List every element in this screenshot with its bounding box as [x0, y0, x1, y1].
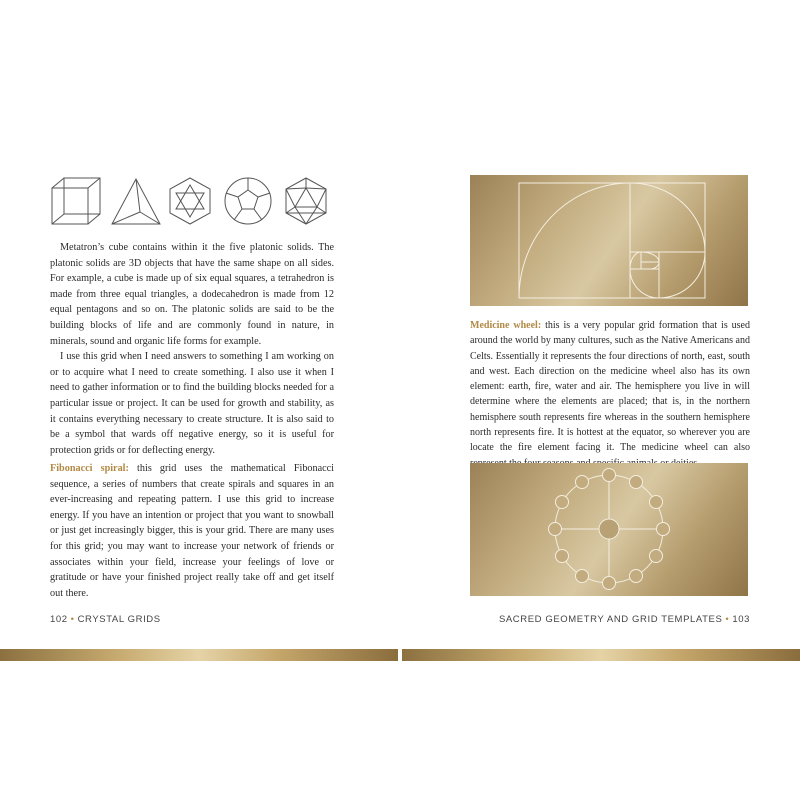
paragraph-fibonacci	[50, 461, 334, 601]
left-footer	[50, 614, 161, 625]
footer-separator: •	[725, 614, 730, 625]
metatron-text	[50, 240, 334, 458]
paragraph-grid-usage: I use this grid when I need answers to something I am working on or to acquire what I need to create something. I also use it when I need to gather information or to find the building blocks needed for a particular issue or project. It can be used for growth and stability, as it contains everything necessary to create structure. It is also said to be a symbol that wards off negative energy, so it is useful for protection grids or for deflecting energy.	[50, 351, 334, 456]
octahedron-icon	[170, 178, 210, 224]
medicine-wheel-text	[470, 318, 750, 471]
icosahedron-icon	[286, 178, 326, 224]
medicine-wheel-panel	[470, 463, 748, 596]
right-footer	[499, 614, 750, 625]
cube-icon	[52, 178, 100, 224]
footer-separator: •	[70, 614, 75, 625]
running-title: CRYSTAL GRIDS	[77, 614, 161, 625]
page-number: 103	[732, 614, 750, 625]
fibonacci-text	[50, 461, 334, 601]
fibonacci-description: this grid uses the mathematical Fibonacci sequence, a series of numbers that create spirals and squares in an ever-increasing and repeating pattern. I use this grid to increase energy. If you have an intention or project that you want to snowball or just get increasingly bigger, this is your grid. There are many uses for this grid; you may want to increase your network of friends or associates within your field, increase your feelings of love or gratitude or have your finished project really take off and get itself out there.	[50, 463, 334, 599]
medicine-wheel-diagram	[470, 463, 748, 596]
fibonacci-term: Fibonacci spiral:	[50, 463, 129, 474]
platonic-solids-illustration	[50, 176, 332, 228]
dodecahedron-icon	[225, 178, 271, 224]
medicine-wheel-term: Medicine wheel:	[470, 320, 542, 331]
page-number: 102	[50, 614, 68, 625]
gold-bar-right	[402, 649, 800, 661]
medicine-wheel-description: this is a very popular grid formation that is used around the world by many cultures, such as the Native Americans and Celts. Essentially it represents the four directions of north, east, south and west. Each direction on the medicine wheel also has its own element: earth, fire, water and air. The hemisphere you live in will determine where the elements are placed; that is, in the northern hemisphere south represents fire whereas in the southern hemisphere north represents fire. It is hottest at the equator, so wherever you are locate the fire element facing it. The medicine wheel can also	[470, 320, 750, 454]
fibonacci-spiral-panel	[470, 175, 748, 306]
gold-bar-left	[0, 649, 398, 661]
running-title: SACRED GEOMETRY AND GRID TEMPLATES	[498, 614, 723, 625]
fibonacci-spiral-diagram	[470, 175, 748, 306]
tetrahedron-icon	[112, 179, 160, 224]
paragraph-metatron: Metatron’s cube contains within it the five platonic solids. The platonic solids are 3D objects that have the same shape on all sides. For example, a cube is made up of six equal squares, a tetrahedron is made from three equal triangles, a dodecahedron is made from 12 equal pentagons and so on. The platonic solids are said to be the building blocks of life and are commonly found in nature, in minerals, sound and organic life forms for example.	[50, 242, 334, 347]
